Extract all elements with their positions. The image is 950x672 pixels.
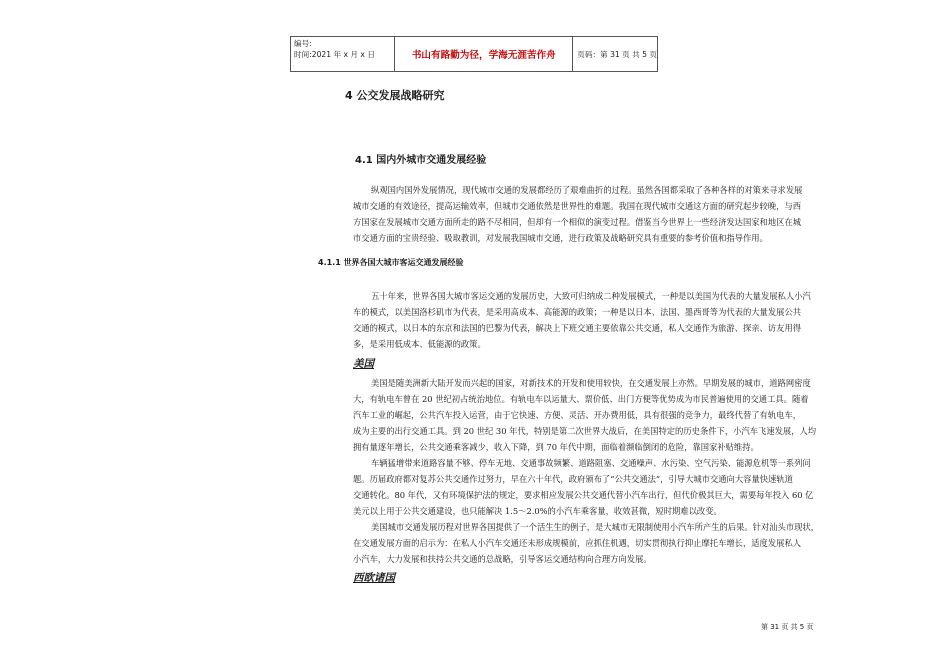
intro-line: 市交通方面的宝贵经验、吸取教训，对发展我国城市交通，进行政策及战略研究具有重要的参考价值和指导作用。 xyxy=(353,233,768,243)
usa-line: 美国城市交通发展历程对世界各国提供了一个活生生的例子，是大城市无限制使用小汽车所产生的后果。针对汕头市现状， xyxy=(371,522,820,532)
modes-line: 五十年来，世界各国大城市客运交通的发展历史，大致可归纳成二种发展模式，一种是以美国为代表的大量发展私人小汽 xyxy=(371,291,811,301)
usa-line: 题。历届政府都对复苏公共交通作过努力，早在六十年代，政府颁布了“公共交通法”，引导大城市交通向大容量快速轨道 xyxy=(353,474,793,484)
usa-line: 交通转化。80 年代，又有环境保护法的规定，要求相应发展公共交通代替小汽车出行，但代价极其巨大，需要每年投入 60 亿 xyxy=(353,490,814,500)
chapter-title: 4 公交发展战略研究 xyxy=(345,89,445,102)
header-page: 页码：第 31 页 共 5 页 xyxy=(577,49,657,59)
usa-line: 大，有轨电车曾在 20 世纪初占统治地位。有轨电车以运量大、票价低、出门方便等优势成为市民普遍使用的交通工具。随着 xyxy=(353,394,809,404)
usa-line: 车辆猛增带来道路容量不够、停车无地、交通事故频繁、道路阻塞、交通噪声、水污染、空气污染、能源危机等一系列问 xyxy=(371,458,811,468)
header-motto: 书山有路勤为径，学海无涯苦作舟 xyxy=(395,37,573,71)
west-europe-heading: 西欧诸国 xyxy=(353,572,395,584)
usa-line: 成为主要的出行交通工具。到 20 世纪 30 年代，特别是第二次世界大战后，在美国特定的历史条件下，小汽车飞速发展，人均 xyxy=(353,426,817,436)
modes-line: 多，是采用低成本、低能源的政策。 xyxy=(353,339,486,349)
modes-line: 车的模式，以美国洛杉矶市为代表，是采用高成本、高能源的政策；一种是以日本、法国、墨西哥等为代表的大量发展公共 xyxy=(353,307,802,317)
page-header xyxy=(290,36,658,72)
usa-line: 汽车工业的崛起，公共汽车投入运营，由于它快速、方便、灵活、开办费用低，具有很强的竞争力，最终代替了有轨电车， xyxy=(353,410,802,420)
modes-line: 交通的模式，以日本的东京和法国的巴黎为代表，解决上下班交通主要依靠公共交通，私人交通作为旅游、探亲、访友用得 xyxy=(353,323,802,333)
usa-line: 拥有量逐年增长，公共交通乘客减少，收入下降，到 70 年代中期，面临着濒临倒闭的危险，靠国家补贴维持。 xyxy=(353,442,759,452)
usa-line: 美国是随美洲新大陆开发而兴起的国家，对新技术的开发和使用较快，在交通发展上亦然。早期发展的城市，道路网密度 xyxy=(371,378,811,388)
header-meta xyxy=(291,37,395,71)
usa-line: 美元以上用于公共交通建设，也只能解决 1.5～2.0%的小汽车乘客量，收效甚微，短时期难以改变。 xyxy=(353,506,722,516)
usa-line: 小汽车，大力发展和扶持公共交通的总战略，引导客运交通结构向合理方向发展。 xyxy=(353,554,652,564)
page-footer: 第 31 页 共 5 页 xyxy=(761,623,814,631)
header-time: 时间:2021 年 x 月 x 日 xyxy=(294,50,375,59)
intro-line: 纵观国内国外发展情况，现代城市交通的发展都经历了艰难曲折的过程。虽然各国都采取了各种各样的对策来寻求发展 xyxy=(371,185,803,195)
usa-line: 在交通发展方面的启示为：在私人小汽车交通还未形成规模前，应抓住机遇，切实贯彻执行抑止摩托车增长，适度发展私人 xyxy=(353,538,802,548)
section-title: 4.1 国内外城市交通发展经验 xyxy=(355,155,487,166)
header-number: 编号: xyxy=(294,39,312,48)
intro-line: 城市交通的有效途径，提高运输效率，但城市交通依然是世界性的难题。我国在现代城市交通这方面的研究起步较晚，与西 xyxy=(353,201,802,211)
usa-heading: 美国 xyxy=(353,358,374,370)
intro-line: 方国家在发展城市交通方面所走的路不尽相同，但却有一个相似的演变过程。借鉴当今世界上一些经济发达国家和地区在城 xyxy=(353,217,802,227)
subsection-title: 4.1.1 世界各国大城市客运交通发展经验 xyxy=(318,258,464,267)
